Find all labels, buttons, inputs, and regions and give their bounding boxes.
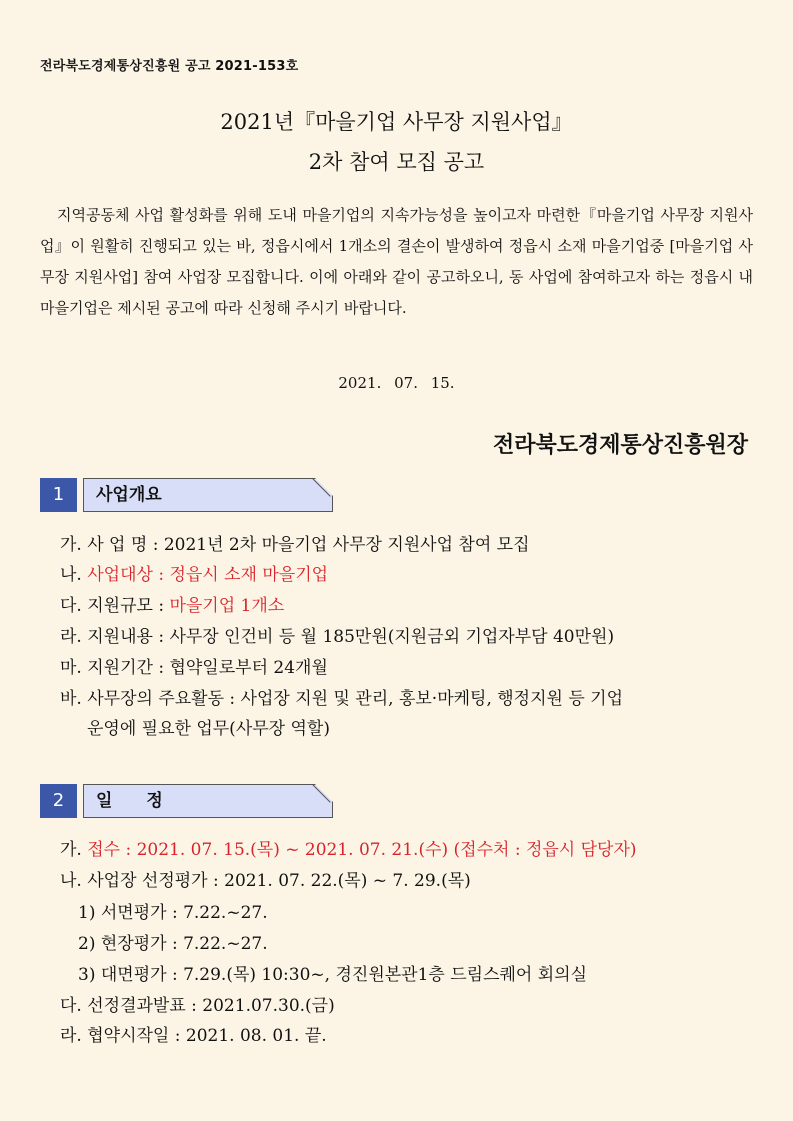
announcement-date: 2021. 07. 15. [338,374,455,392]
section-2-label: 일 정 [96,791,163,811]
item-text: 협약일로부터 24개월 [169,658,328,678]
list-item [60,835,637,860]
section-2-tab [83,784,333,818]
section-1-number: 1 [40,478,77,512]
item-highlight: 접수 : 2021. 07. 15.(목) ~ 2021. 07. 21.(수) (접수처 : 정읍시 담당자) [87,840,637,860]
sub-list-item [60,960,587,985]
folded-corner-icon [315,478,333,496]
title-line-1: 2021년『마을기업 사무장 지원사업』 [220,110,573,134]
item-text: 대면평가 : 7.29.(목) 10:30~, 경진원본관1층 드림스퀘어 회의실 [100,965,588,985]
item-text: 사업장 선정평가 : 2021. 07. 22.(목) ~ 7. 29.(목) [87,871,471,891]
item-prefix: 나. [60,871,88,891]
list-item-continuation [60,714,330,739]
item-prefix: 3) [78,965,101,985]
sub-list-item [60,929,268,954]
item-prefix: 다. [60,996,88,1016]
sub-list-item [60,898,268,923]
title-line-2: 2차 참여 모집 공고 [308,150,485,174]
item-prefix: 다. 지원규모 : [60,596,170,616]
list-item [60,622,614,647]
item-prefix: 가. [60,840,88,860]
item-prefix: 1) [78,903,101,923]
item-highlight: 사업대상 : 정읍시 소재 마을기업 [87,565,329,585]
list-item [60,653,328,678]
item-highlight: 마을기업 1개소 [169,596,285,616]
notice-number: 전라북도경제통상진흥원 공고 2021-153호 [40,59,299,74]
item-prefix: 바. 사무장의 주요활동 : [60,689,241,709]
item-text: 사무장 인건비 등 월 185만원(지원금외 기업자부담 40만원) [169,627,615,647]
item-prefix: 마. 지원기간 : [60,658,170,678]
organization-name: 전라북도경제통상진흥원장 [492,433,748,458]
item-text: 협약시작일 : 2021. 08. 01. 끝. [87,1026,327,1046]
list-item [60,560,328,585]
item-prefix: 나. [60,565,88,585]
item-prefix: 라. [60,1026,88,1046]
item-text: 사업장 지원 및 관리, 홍보·마케팅, 행정지원 등 기업 [240,689,624,709]
list-item [60,530,530,555]
intro-paragraph: 지역공동체 사업 활성화를 위해 도내 마을기업의 지속가능성을 높이고자 마련한『마을기업 사무장 지원사업』이 원활히 진행되고 있는 바, 정읍시에서 1개소의 결손이 발생하여 정읍시 소재 마을기업중 [마을기업 사무장 지원사업] 참여 사업장 모집합니다. 이에 아래와 같이 공고하오니, 동 사업에 참여하고자 하는 정읍시 내 마을기업은 제시된 공고에 따라 신청해 주시기 바랍니다. [40,206,753,317]
section-1-label: 사업개요 [96,485,162,505]
item-prefix: 2) [78,934,101,954]
item-text: 현장평가 : 7.22.~27. [100,934,268,954]
item-text: 선정결과발표 : 2021.07.30.(금) [87,996,335,1016]
section-1-tab [83,478,333,512]
item-text: 서면평가 : 7.22.~27. [100,903,268,923]
item-prefix: 라. 지원내용 : [60,627,170,647]
item-text: 운영에 필요한 업무(사무장 역할) [87,719,330,739]
list-item [60,684,623,709]
item-prefix: 가. 사 업 명 : [60,535,164,555]
item-text: 2021년 2차 마을기업 사무장 지원사업 참여 모집 [163,535,530,555]
list-item [60,866,471,891]
section-2-number: 2 [40,784,77,818]
list-item [60,991,335,1016]
list-item [60,1021,327,1046]
folded-corner-icon [315,784,333,802]
list-item [60,591,284,616]
